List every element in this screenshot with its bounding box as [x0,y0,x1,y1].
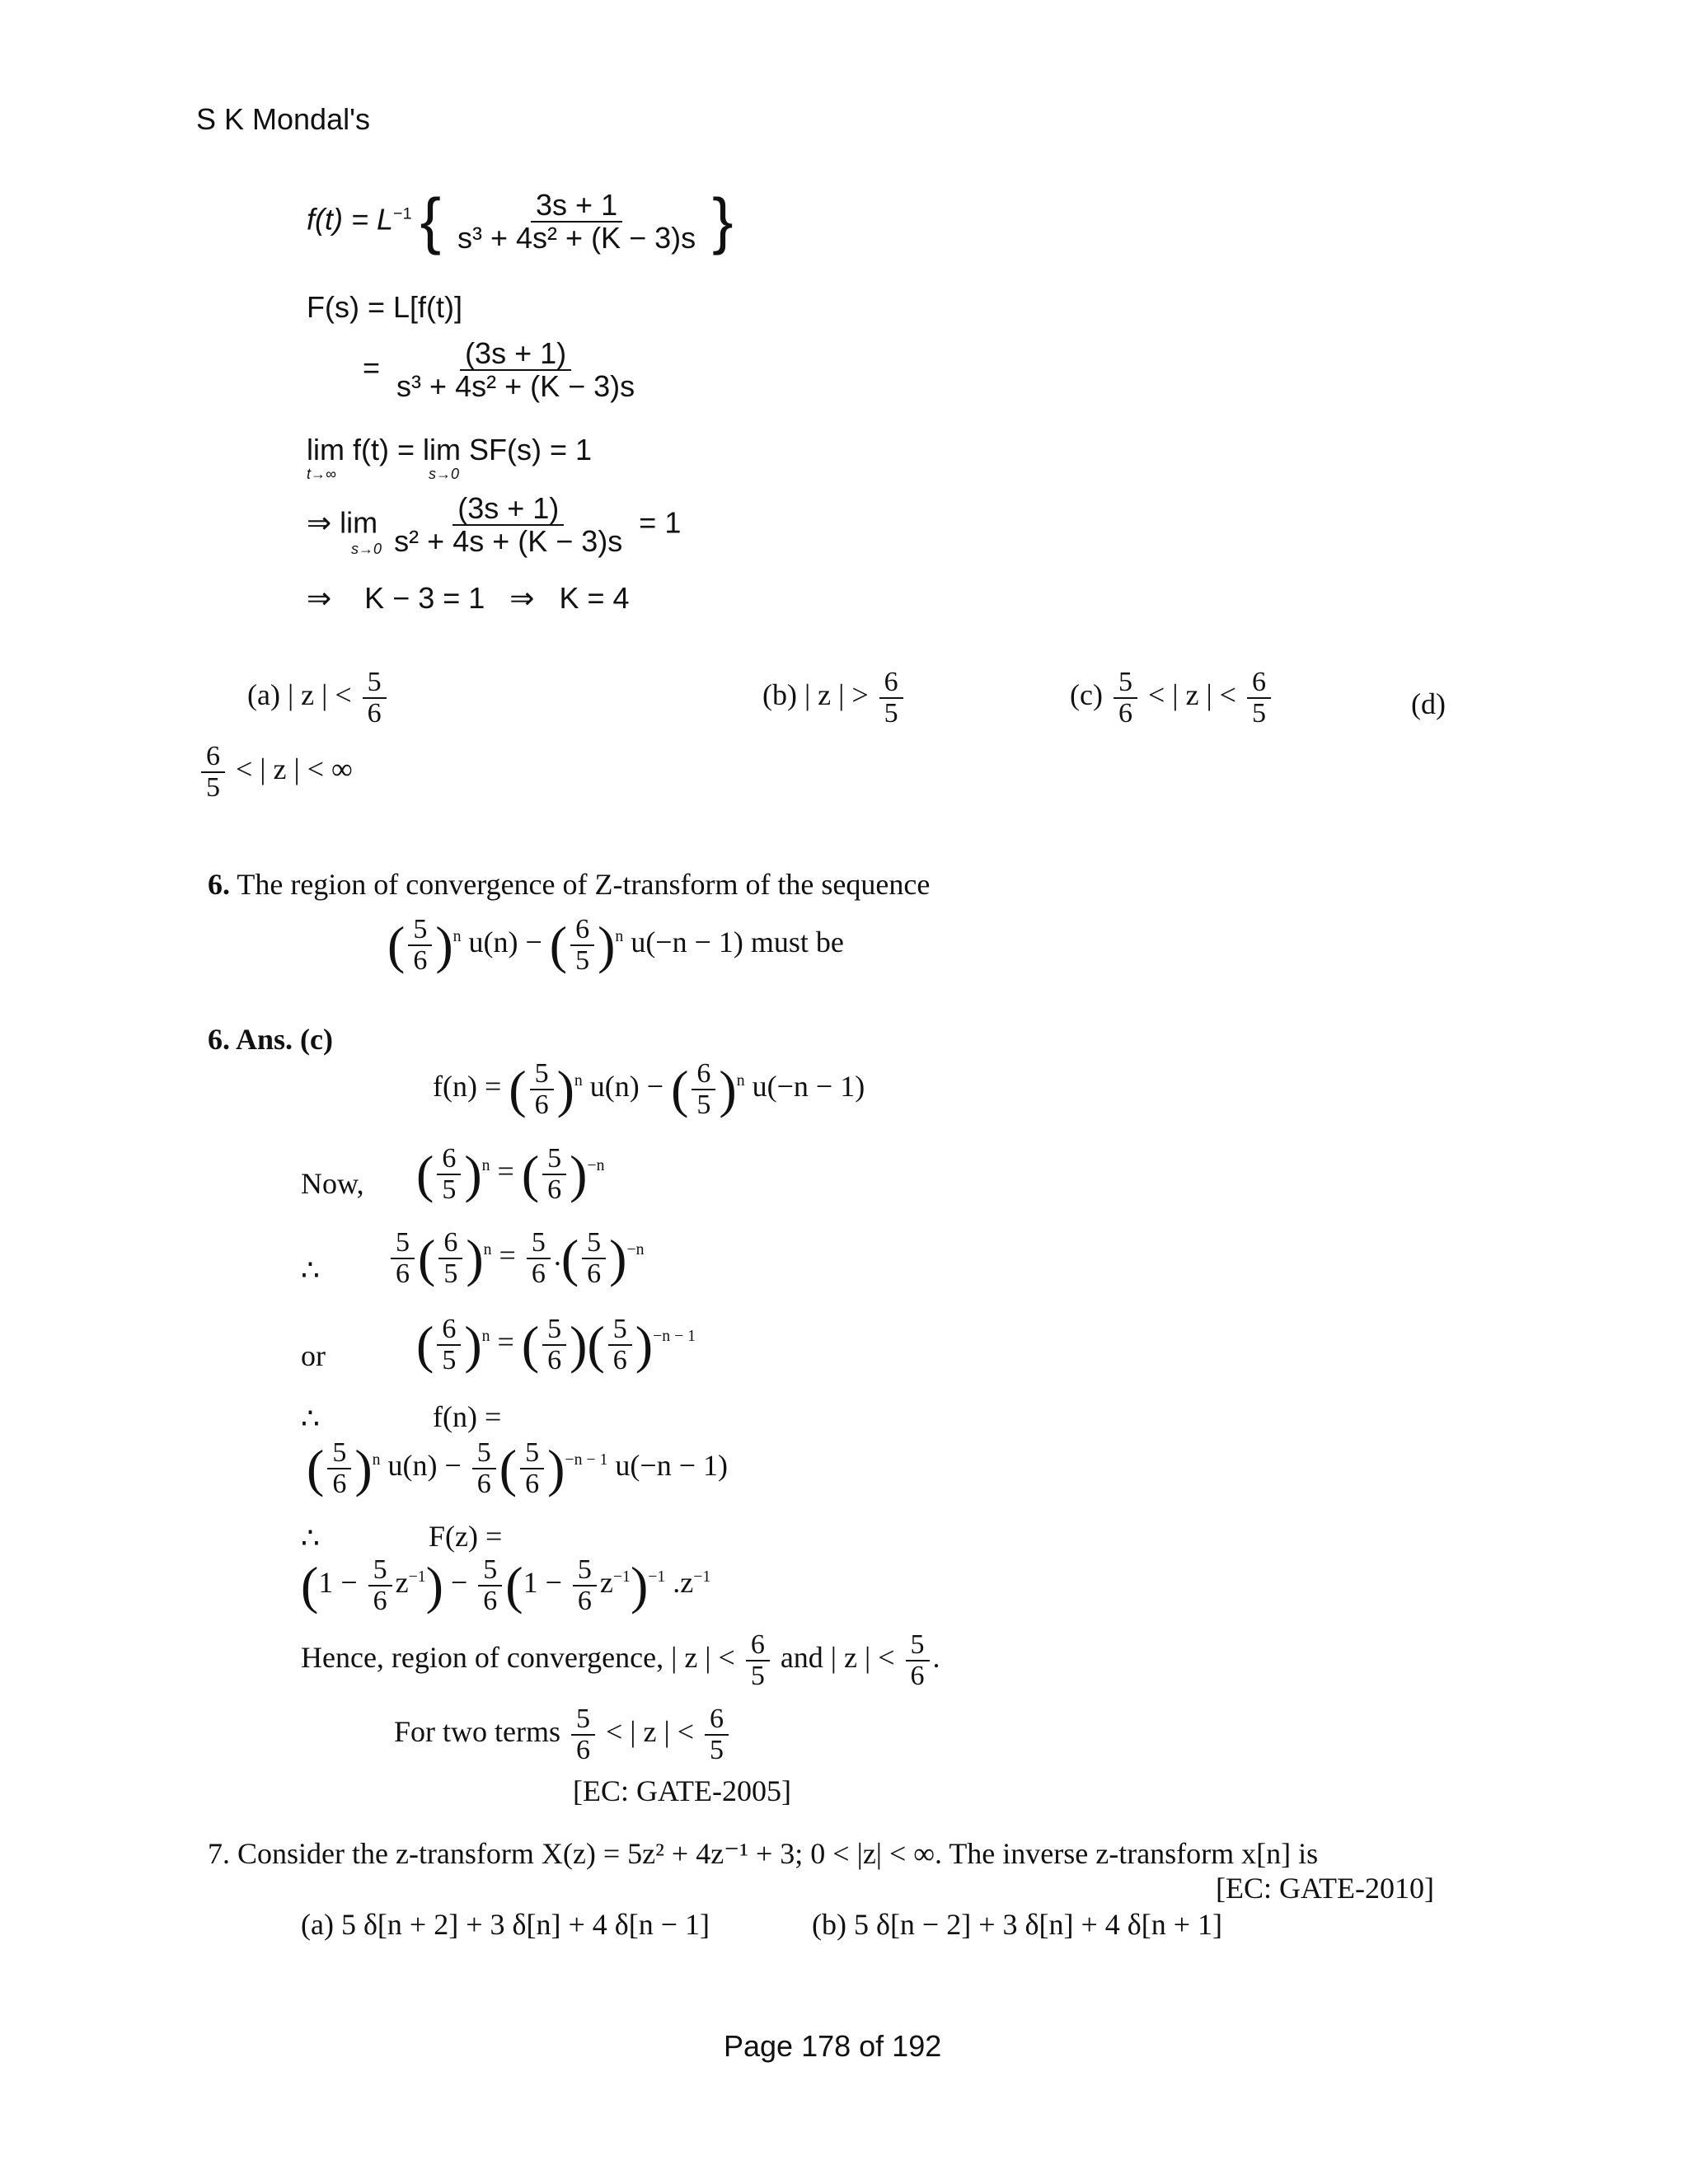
frac-num: 5 [582,1228,606,1259]
two-terms-line [394,1704,732,1765]
page-number: Page 178 of 192 [724,2029,942,2063]
frac-den: 6 [576,1734,590,1765]
label-now: Now, [301,1167,364,1200]
exp: n [574,1071,583,1090]
frac-num: 6 [746,1630,770,1661]
frac-den: 5 [442,1174,457,1205]
exp: n [736,1071,745,1090]
exp: n [615,926,624,945]
frac-num: 5 [478,1555,502,1586]
label-therefore-3: ∴ [301,1521,320,1554]
two-terms-text: For two terms [394,1714,560,1748]
question-6 [208,867,930,902]
frac-den: 6 [612,1344,627,1376]
option-d-tail: < | z | < ∞ [236,752,353,785]
frac-num: 5 [368,1555,392,1586]
frac-den: 5 [442,1344,457,1376]
question-7-option-b: (b) 5 δ[n − 2] + 3 δ[n] + 4 δ[n + 1] [812,1908,1223,1941]
frac-den: 6 [525,1468,540,1499]
question-7-source: [EC: GATE-2010] [1216,1872,1434,1905]
option-a-label: (a) | z | < [247,677,352,711]
line1-fraction [452,190,701,254]
frac-num: 5 [472,1438,496,1469]
option-b-fraction [879,668,903,728]
frac-den: 6 [367,697,382,729]
line1-num: 3s + 1 [531,190,622,223]
frac-num: 6 [1247,668,1271,699]
option-a-fraction [363,668,387,728]
exp: n [372,1450,381,1469]
frac-den: 6 [547,1174,562,1205]
answer-fn: f(n) = ( $\frac{5}{6}$ )$^n$ u(n) − ( $\frac{6}{5}$ )$^n$ u(−n − 1) [433,1058,865,1120]
question-6-number: 6. [208,868,230,901]
frac-num: 5 [542,1144,566,1175]
option-c-mid: < | z | < [1147,677,1236,711]
frac-num: 6 [438,1228,462,1259]
frac-den: 6 [910,1660,925,1691]
line1-lhs: f(t) = L [307,202,394,237]
question-6-text: The region of convergence of Z-transform of the sequence [237,868,931,901]
option-a [247,668,390,728]
exp: −n [587,1155,605,1174]
un: u(n) − [387,1448,462,1482]
seq-tail: u(−n − 1) must be [631,925,844,958]
left-brace: { [420,185,441,256]
fn-mid: u(n) − [589,1069,664,1103]
option-b [762,668,907,728]
roc-and: and | z | < [780,1640,895,1674]
frac-den: 5 [710,1734,724,1765]
frac-den: 6 [577,1585,592,1616]
frac-num: 5 [608,1315,632,1346]
exp: n [452,926,462,945]
frac-den: 5 [884,697,898,729]
frac-num: 5 [542,1315,566,1346]
frac-den: 6 [396,1258,410,1289]
exp: n [483,1240,492,1258]
exp: n [481,1326,490,1345]
exp: −n [626,1240,645,1258]
frac-num: 5 [571,1704,595,1736]
line3-eq: = [363,350,381,385]
roc-line [301,1630,940,1690]
eq-therefore-1: $\frac{5}{6}$ ( $\frac{6}{5}$ )$^n$ = $\frac{5}{6}$ .( $\frac{5}{6}$ )$^{-n}$ [387,1228,645,1288]
frac-num: 5 [906,1630,930,1661]
option-c-label: (c) [1070,677,1103,711]
option-d-fraction [201,742,225,802]
eq-now: ( $\frac{6}{5}$ )$^n$ = ( $\frac{5}{6}$ )$^{-n}$ [416,1143,605,1205]
two-terms-mid: < | z | < [606,1714,694,1748]
eq-Fz-expanded: (1 − $\frac{5}{6}$ $z^{-1}$) − $\frac{5}{6}$ (1 − $\frac{5}{6}$ $z^{-1})^{-1}$ $.z^{-1}$ [301,1554,711,1616]
frac-num: 5 [391,1228,415,1259]
frac-den: 6 [547,1344,562,1376]
derivation-line-4: lim f(t) = lim SF(s) = 1 [307,433,593,466]
line4-sub-t: t→∞ [307,466,336,482]
frac-den: 5 [696,1089,711,1120]
label-or: or [301,1339,326,1372]
frac-den: 6 [587,1258,602,1289]
line3-fraction [392,338,640,402]
frac-num: 5 [520,1438,544,1469]
roc-end: . [932,1640,940,1674]
answer-6-source: [EC: GATE-2005] [573,1774,791,1807]
header-author: S K Mondal's [196,102,370,136]
roc-text: Hence, region of convergence, | z | < [301,1640,735,1674]
frac-num: 5 [1114,668,1137,699]
frac-num: 5 [327,1438,351,1469]
frac-den: 5 [1251,697,1266,729]
frac-den: 5 [206,771,220,803]
frac-den: 6 [476,1468,491,1499]
derivation-line-6: ⇒ K − 3 = 1 ⇒ K = 4 [307,581,630,615]
frac-num: 6 [437,1315,461,1346]
line3-num: (3s + 1) [460,338,571,371]
fn-eq-2: f(n) = [433,1400,502,1433]
frac-num: 5 [530,1059,554,1090]
line4-sub-s: s→0 [429,466,460,482]
question-6-sequence: ( $\frac{5}{6}$ )$^n$ u(n) − ( $\frac{6}{5}$ )$^n$ u(−n − 1) must be [387,914,844,976]
frac-num: 6 [570,915,594,946]
line5-den: s² + 4s + (K − 3)s [394,523,623,558]
frac-den: 6 [534,1089,549,1120]
derivation-line-1 [307,185,734,256]
frac-den: 6 [1118,697,1132,729]
frac-num: 6 [705,1704,729,1736]
question-7-option-a: (a) 5 δ[n + 2] + 3 δ[n] + 4 δ[n − 1] [301,1908,710,1941]
exp: n [481,1155,490,1174]
seq-mid: u(n) − [468,925,542,958]
frac-den: 5 [750,1660,765,1691]
exp: −1 [693,1567,711,1586]
eq-fn-expanded: ( $\frac{5}{6}$ )$^n$ u(n) − $\frac{5}{6}$ ( $\frac{5}{6}$ )$^{-n - 1}$ u(−n − 1) [307,1437,728,1499]
line5-pre: ⇒ lim [307,505,378,540]
line5-post: = 1 [639,505,682,540]
line1-inv: −1 [393,204,412,223]
eq-or: ( $\frac{6}{5}$ )$^n$ = ( $\frac{5}{6}$ )( $\frac{5}{6}$ )$^{-n - 1}$ [416,1314,696,1376]
u-neg: u(−n − 1) [615,1448,728,1482]
option-c [1070,668,1274,728]
label-therefore-1: ∴ [301,1254,320,1286]
Fz-eq: F(z) = [429,1520,503,1553]
frac-den: 5 [443,1258,458,1289]
derivation-line-2: F(s) = L[f(t)] [307,290,462,324]
exp: −1 [648,1567,666,1586]
question-7-text: 7. Consider the z-transform X(z) = 5z² + 4z⁻¹ + 3; 0 < |z| < ∞. The inverse z-transform x[n] is [208,1837,1319,1870]
frac-num: 6 [879,668,903,699]
frac-num: 6 [201,742,225,773]
line5-sub: s→0 [351,541,382,557]
label-therefore-2: ∴ [301,1402,320,1435]
frac-den: 6 [413,944,428,976]
line1-den: s³ + 4s² + (K − 3)s [457,220,696,255]
fn-lhs: f(n) = [433,1069,502,1103]
exp: −n − 1 [565,1450,608,1469]
frac-num: 5 [573,1555,597,1586]
frac-num: 5 [408,915,432,946]
option-d-label: (d) [1411,687,1446,720]
frac-num: 5 [363,668,387,699]
right-brace: } [712,185,734,256]
fn-tail: u(−n − 1) [752,1069,865,1103]
frac-den: 6 [373,1585,387,1616]
exp: −1 [612,1567,631,1586]
frac-num: 6 [437,1144,461,1175]
answer-6-label: 6. Ans. (c) [208,1023,333,1056]
line5-num: (3s + 1) [452,493,564,526]
frac-den: 6 [483,1585,498,1616]
frac-num: 5 [527,1228,551,1259]
frac-num: 6 [692,1059,715,1090]
option-c-fraction-1 [1114,668,1137,728]
frac-den: 5 [575,944,590,976]
frac-den: 6 [531,1258,546,1289]
option-b-label: (b) | z | > [762,677,869,711]
exp: −1 [408,1567,426,1586]
derivation-line-3 [363,338,643,402]
option-d [198,742,353,802]
line5-fraction [389,493,627,557]
frac-den: 6 [332,1468,347,1499]
exp: −n − 1 [653,1326,696,1345]
option-c-fraction-2 [1247,668,1271,728]
line3-den: s³ + 4s² + (K − 3)s [396,368,635,403]
